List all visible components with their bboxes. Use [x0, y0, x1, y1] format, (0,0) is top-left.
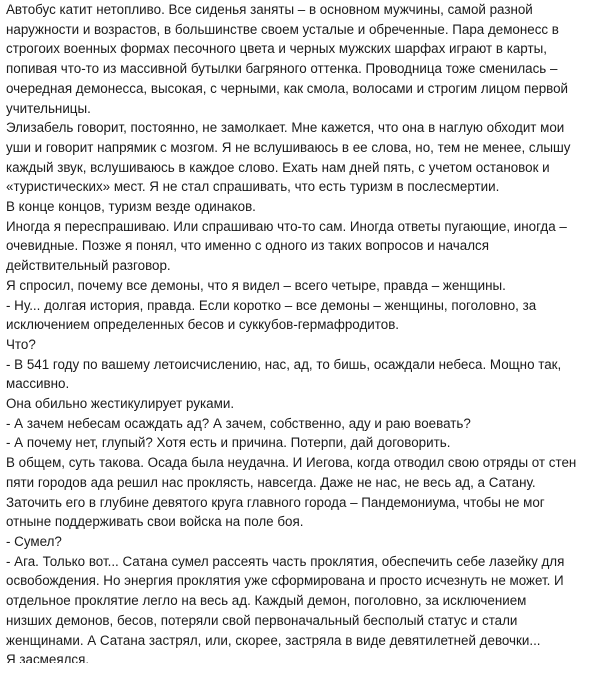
- text-line-23: - А почему нет, глупый? Хотя есть и причина. Потерпи, дай договорить.: [6, 435, 451, 451]
- text-line-9: каждый звук, вслушиваюсь в каждое слово. Ехать нам дней пять, с учетом остановок и: [6, 159, 550, 175]
- text-line-22: - А зачем небесам осаждать ад? А зачем, собственно, аду и раю воевать?: [6, 415, 471, 431]
- text-line-20: массивно.: [6, 376, 70, 392]
- text-line-21: Она обильно жестикулирует руками.: [6, 396, 235, 412]
- text-line-3: строгоих военных формах песочного цвета и черных мужских шарфах играют в карты,: [6, 41, 547, 57]
- text-line-2: наружности и возрастов, в большинстве своем усталые и обреченные. Пара демонесс в: [6, 21, 559, 37]
- document-page: [6, 0, 598, 663]
- text-line-6: учительницы.: [6, 100, 91, 116]
- text-line-11: В конце концов, туризм везде одинаков.: [6, 199, 256, 215]
- text-line-33: женщинами. А Сатана застрял, или, скорее, застряла в виде девятилетней девочки...: [6, 632, 541, 648]
- text-line-28: - Сумел?: [6, 533, 62, 549]
- text-line-15: Я спросил, почему все демоны, что я видел – всего четыре, правда – женщины.: [6, 277, 506, 293]
- text-line-18: Что?: [6, 336, 36, 352]
- text-line-34: Я засмеялся.: [6, 652, 90, 664]
- text-line-17: исключением определенных бесов и суккубов-гермафродитов.: [6, 317, 400, 333]
- text-line-31: отдельное проклятие легло на весь ад. Каждый демон, поголовно, за исключением: [6, 593, 527, 609]
- text-line-19: - В 541 году по вашему летоисчислению, нас, ад, то бишь, осаждали небеса. Мощно так,: [6, 356, 562, 372]
- text-line-7: Элизабель говорит, постоянно, не замолкает. Мне кажется, что она в наглую обходит мои: [6, 120, 565, 136]
- text-line-10: «туристических» мест. Я не стал спрашивать, что есть туризм в послесмертии.: [6, 179, 500, 195]
- text-line-8: уши и говорит напрямик с мозгом. Я не вслушиваюсь в ее слова, но, тем не менее, слышу: [6, 139, 571, 155]
- text-line-14: действительный разговор.: [6, 258, 171, 274]
- text-line-4: попивая что-то из массивной бутылки багряного оттенка. Проводница тоже сменилась –: [6, 61, 558, 77]
- text-line-30: освобождения. Но энергия проклятия уже сформирована и просто исчезнуть не может. И: [6, 573, 564, 589]
- text-line-32: низших демонов, бесов, потеряли свой первоначальный бесполый статус и стали: [6, 612, 518, 628]
- text-line-5: очередная демонесса, высокая, с черными, как смола, волосами и строгим лицом первой: [6, 80, 569, 96]
- text-line-26: Заточить его в глубине девятого круга главного города – Пандемониума, чтобы не мог: [6, 494, 545, 510]
- text-line-25: пяти городов ада решил нас проклясть, навсегда. Даже не нас, не весь ад, а Сатану.: [6, 474, 536, 490]
- text-line-1: Автобус катит нетопливо. Все сиденья заняты – в основном мужчины, самой разной: [6, 2, 533, 17]
- text-line-12: Иногда я переспрашиваю. Или спрашиваю что-то сам. Иногда ответы пугающие, иногда –: [6, 218, 567, 234]
- text-line-16: - Ну... долгая история, правда. Если коротко – все демоны – женщины, поголовно, за: [6, 297, 537, 313]
- text-line-29: - Ага. Только вот... Сатана сумел рассеять часть проклятия, обеспечить себе лазейку для: [6, 553, 565, 569]
- text-line-27: отныне поддерживать свои войска на поле боя.: [6, 514, 304, 530]
- text-line-13: очевидные. Позже я понял, что именно с одного из таких вопросов и начался: [6, 238, 489, 254]
- text-line-24: В общем, суть такова. Осада была неудачна. И Иегова, когда отводил свою отряды от стен: [6, 455, 577, 471]
